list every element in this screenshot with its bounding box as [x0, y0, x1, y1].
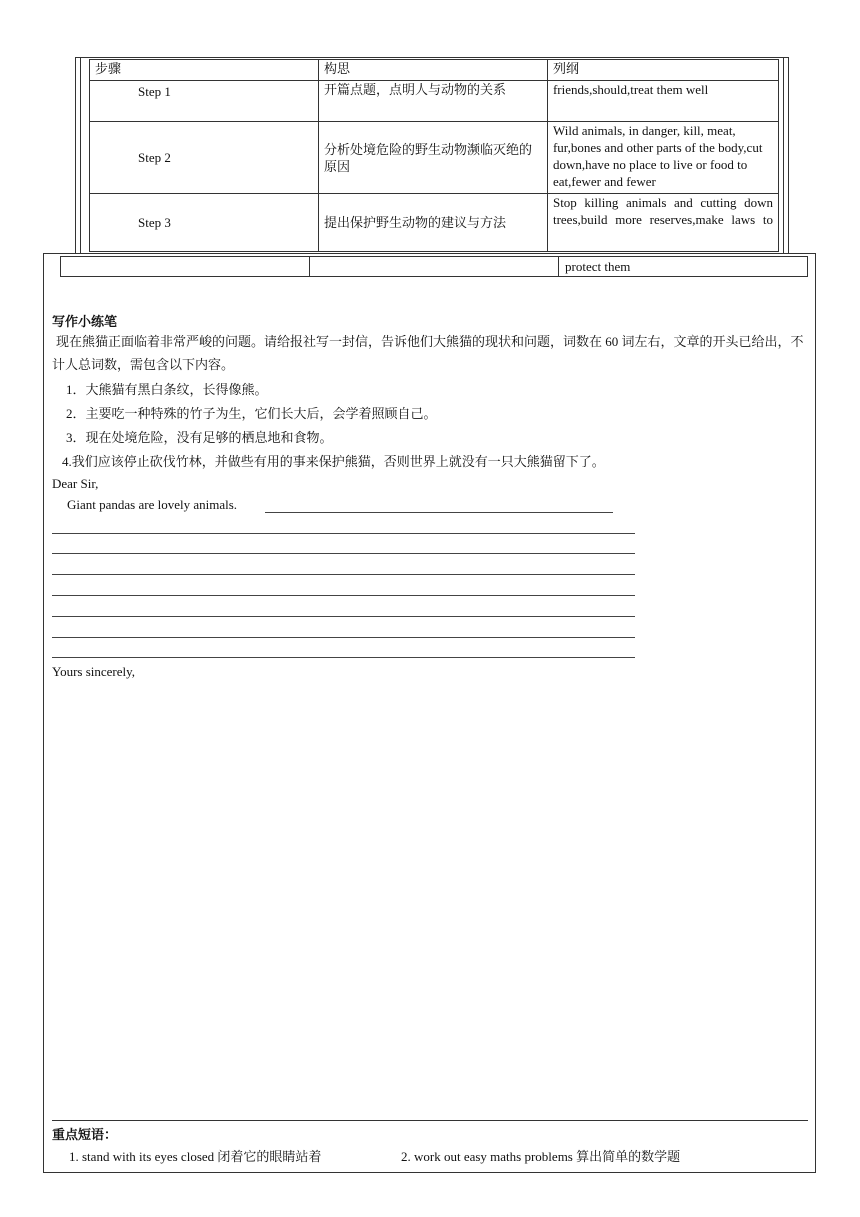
writing-line	[52, 616, 635, 617]
writing-line	[52, 574, 635, 575]
header-idea: 构思	[318, 60, 547, 81]
table-row	[90, 194, 779, 252]
step-label: Step 1	[90, 81, 319, 122]
key-phrase-item: 2. work out easy maths problems 算出简单的数学题	[401, 1149, 681, 1164]
writing-line	[52, 637, 635, 638]
step-idea: 开篇点题，点明人与动物的关系	[318, 81, 547, 122]
continued-outline: protect them	[559, 257, 808, 277]
step-outline: Wild animals, in danger, kill, meat, fur,bones and other parts of the body,cut down,have no place to live or food to eat,fewer and fewer	[547, 122, 778, 194]
continued-cell-empty	[61, 257, 310, 277]
letter-greeting: Dear Sir,	[52, 476, 99, 491]
continued-cell-empty	[310, 257, 559, 277]
practice-instruction: 现在熊猫正面临着非常严峻的问题。请给报社写一封信，告诉他们大熊猫的现状和问题，词数在 60 词左右，文章的开头已给出，不计人总词数，需包含以下内容。	[52, 334, 804, 372]
table-row	[90, 81, 779, 122]
practice-point: 2．主要吃一种特殊的竹子为生，它们长大后，会学着照顾自己。	[66, 406, 437, 421]
outline-table	[89, 59, 779, 252]
practice-point: 1．大熊猫有黑白条纹，长得像熊。	[66, 382, 268, 397]
header-outline: 列纲	[547, 60, 778, 81]
writing-line	[52, 553, 635, 554]
table-row	[90, 122, 779, 194]
step-idea: 提出保护野生动物的建议与方法	[318, 194, 547, 252]
table-row	[61, 257, 808, 277]
practice-point: 4.我们应该停止砍伐竹林，并做些有用的事来保护熊猫，否则世界上就没有一只大熊猫留下了。	[62, 454, 605, 469]
writing-line	[52, 533, 635, 534]
letter-closing: Yours sincerely,	[52, 664, 136, 679]
step-label: Step 2	[90, 122, 319, 194]
writing-line	[52, 595, 635, 596]
key-phrases-title: 重点短语：	[52, 1128, 118, 1143]
header-step: 步骤	[90, 60, 319, 81]
letter-opening: Giant pandas are lovely animals.	[67, 497, 238, 512]
step-idea: 分析处境危险的野生动物濒临灭绝的原因	[318, 122, 547, 194]
practice-point: 3．现在处境危险，没有足够的栖息地和食物。	[66, 430, 333, 445]
writing-line	[265, 512, 613, 513]
step-outline: Stop killing animals and cutting down trees,build more reserves,make laws to	[547, 194, 778, 252]
section-divider	[52, 1120, 808, 1121]
step-label: Step 3	[90, 194, 319, 252]
practice-title: 写作小练笔	[52, 315, 118, 330]
continued-table	[60, 256, 808, 277]
step-outline: friends,should,treat them well	[547, 81, 778, 122]
key-phrase-item: 1. stand with its eyes closed 闭着它的眼睛站着	[69, 1149, 322, 1164]
writing-line	[52, 657, 635, 658]
table-header-row	[90, 60, 779, 81]
